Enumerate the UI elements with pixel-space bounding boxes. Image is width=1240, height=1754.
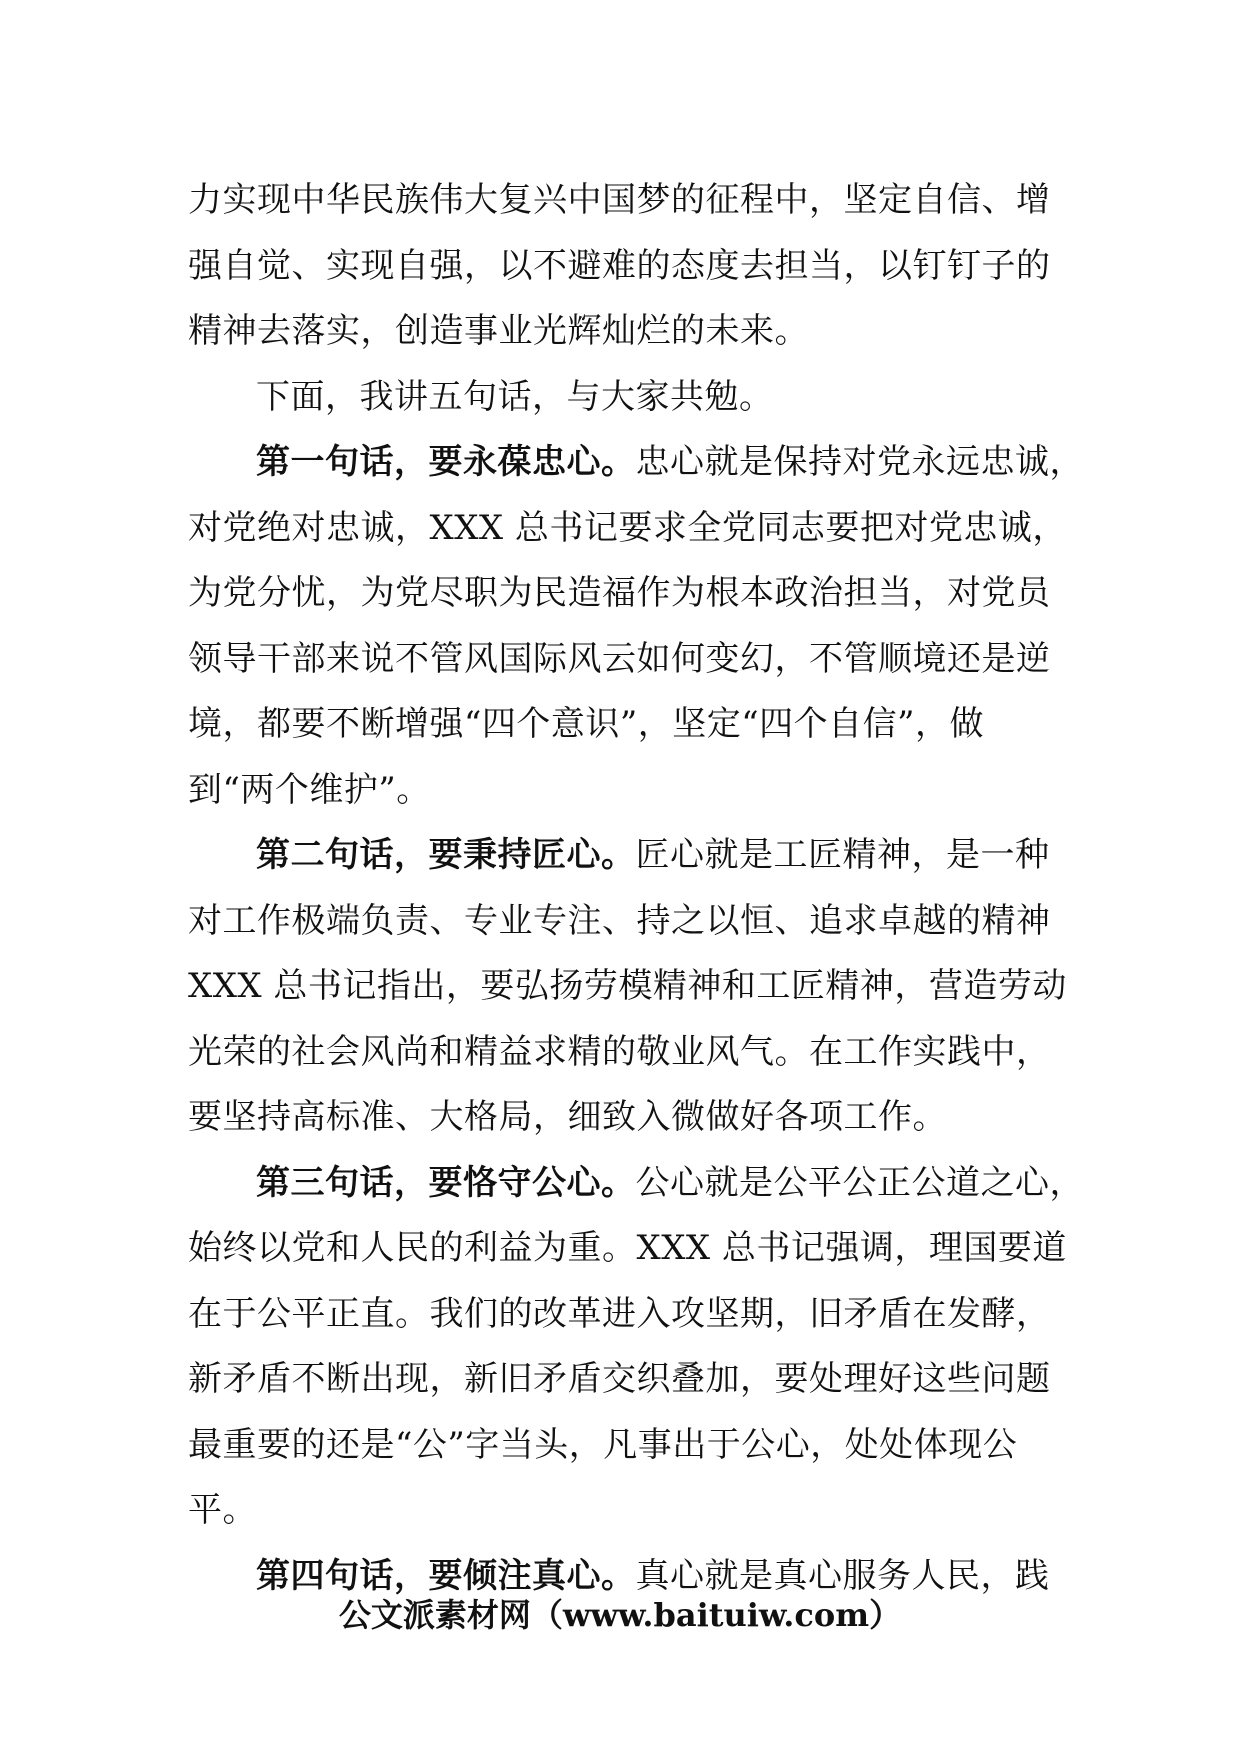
paragraph	[188, 365, 1088, 431]
paragraph-line	[188, 627, 1088, 693]
paragraph-line	[188, 1216, 1088, 1282]
paragraph-line	[188, 758, 1088, 824]
paragraph-line	[188, 1020, 1088, 1086]
line-text: 强自觉、实现自强，以不避难的态度去担当，以钉钉子的	[188, 245, 1051, 286]
document-body	[188, 168, 1088, 1609]
line-text: 对党绝对忠诚，XXX 总书记要求全党同志要把对党忠诚，	[188, 507, 1067, 548]
line-text: 最重要的还是“公”字当头，凡事出于公心，处处体现公	[188, 1424, 1018, 1465]
paragraph-line	[188, 823, 1088, 889]
paragraph-line	[188, 1282, 1088, 1348]
paragraph-lead: 第二句话，要秉持匠心。	[256, 835, 636, 875]
paragraph-line	[188, 889, 1088, 955]
line-text: 在于公平正直。我们的改革进入攻坚期，旧矛盾在发酵，	[188, 1293, 1051, 1334]
line-text: 力实现中华民族伟大复兴中国梦的征程中，坚定自信、增	[188, 180, 1051, 220]
line-text: 匠心就是工匠精神，是一种	[635, 835, 1050, 875]
paragraph-line	[188, 1085, 1088, 1151]
paragraph	[188, 823, 1088, 1151]
paragraph-line	[188, 954, 1088, 1020]
paragraph-line	[188, 1413, 1088, 1479]
paragraph-line	[188, 1478, 1088, 1544]
line-text: 为党分忧，为党尽职为民造福作为根本政治担当，对党员	[188, 573, 1051, 613]
paragraph	[188, 1151, 1088, 1544]
line-text: 到“两个维护”。	[188, 769, 431, 810]
line-text: 公心就是公平公正公道之心，	[635, 1162, 1084, 1203]
line-text: XXX 总书记指出，要弘扬劳模精神和工匠精神，营造劳动	[188, 966, 1067, 1006]
paragraph-line	[188, 561, 1088, 627]
paragraph-lead: 第三句话，要恪守公心。	[256, 1162, 636, 1203]
paragraph	[188, 168, 1088, 365]
line-text: 境，都要不断增强“四个意识”，坚定“四个自信”，做	[188, 704, 985, 744]
paragraph-line	[188, 430, 1088, 496]
line-text: 新矛盾不断出现，新旧矛盾交织叠加，要处理好这些问题	[188, 1359, 1051, 1399]
line-text: 忠心就是保持对党永远忠诚，	[635, 442, 1084, 482]
paragraph-line	[188, 365, 1088, 431]
paragraph-line	[188, 496, 1088, 562]
line-text: 光荣的社会风尚和精益求精的敬业风气。在工作实践中，	[188, 1031, 1051, 1072]
paragraph-line	[188, 168, 1088, 234]
paragraph-lead: 第四句话，要倾注真心。	[256, 1555, 636, 1596]
line-text: 要坚持高标准、大格局，细致入微做好各项工作。	[188, 1097, 947, 1137]
paragraph-line	[188, 692, 1088, 758]
page-footer-watermark: 公文派素材网（www.baituiw.com）	[338, 1596, 902, 1634]
line-text: 真心就是真心服务人民，践	[635, 1555, 1050, 1596]
paragraph-lead: 第一句话，要永葆忠心。	[256, 442, 636, 482]
paragraph-line	[188, 1151, 1088, 1217]
line-text: 下面，我讲五句话，与大家共勉。	[256, 376, 774, 417]
paragraph-line	[188, 299, 1088, 365]
line-text: 精神去落实，创造事业光辉灿烂的未来。	[188, 311, 809, 351]
paragraph-line	[188, 234, 1088, 300]
line-text: 对工作极端负责、专业专注、持之以恒、追求卓越的精神	[188, 900, 1051, 941]
line-text: 始终以党和人民的利益为重。XXX 总书记强调，理国要道	[188, 1228, 1067, 1268]
line-text: 领导干部来说不管风国际风云如何变幻，不管顺境还是逆	[188, 638, 1051, 679]
line-text: 平。	[188, 1490, 257, 1530]
paragraph-line	[188, 1347, 1088, 1413]
paragraph	[188, 430, 1088, 823]
